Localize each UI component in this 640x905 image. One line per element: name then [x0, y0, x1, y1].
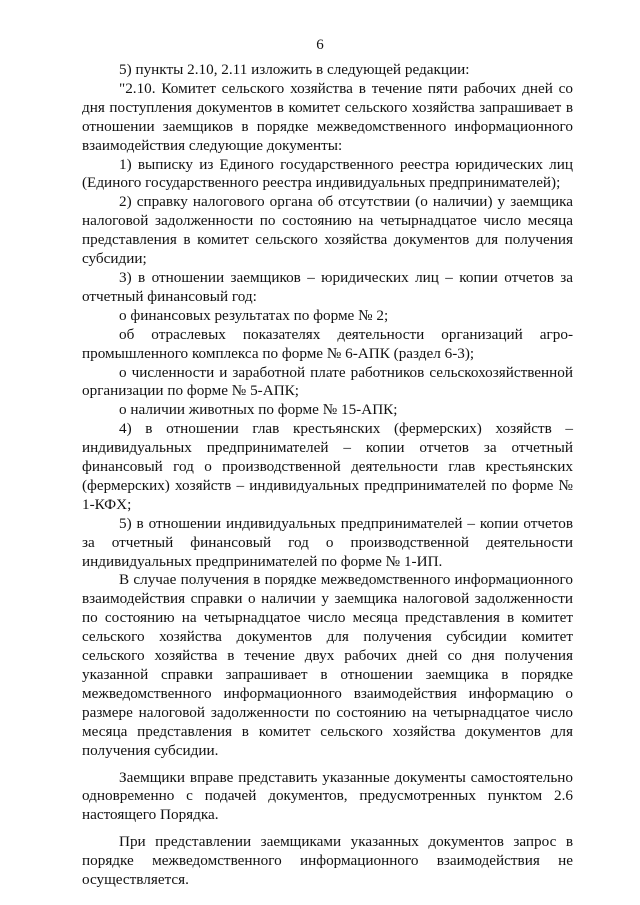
- paragraph-item-4: 4) в отношении глав крестьянских (фермерских) хозяйств – индивидуальных предпринимателей – копии отчетов за отчетный финансовый год о производственной деятельности глав крестьянских (фермерских) хозяйств – индивидуальных предпринимателей по форме № 1-КФХ;: [82, 420, 573, 513]
- paragraph-item-1: 1) выписку из Единого государственного реестра юридических лиц (Единого государственного реестра индивидуальных предпринимателей);: [82, 155, 573, 192]
- paragraph-form-2: о финансовых результатах по форме № 2;: [119, 306, 389, 324]
- paragraph-form-6-apk: об отраслевых показателях деятельности организаций агро-промышленного комплекса по форме № 6-АПК (раздел 6-3);: [82, 325, 573, 362]
- paragraph-item-3: 3) в отношении заемщиков – юридических лиц – копии отчетов за отчетный финансовый год:: [82, 268, 573, 305]
- paragraph-self-submission: Заемщики вправе представить указанные документы самостоятельно одновременно с подачей документов, предусмотренных пунктом 2.6 настоящего Порядка.: [82, 768, 573, 824]
- paragraph-no-request: При представлении заемщиками указанных документов запрос в порядке межведомственного информационного взаимодействия не осуществляется.: [82, 833, 573, 889]
- page-number: 6: [316, 37, 324, 53]
- paragraph-item-2: 2) справку налогового органа об отсутствии (о наличии) у заемщика налоговой задолженности по состоянию на четырнадцатое число месяца представления в комитет сельского хозяйства документов для получения субсидии;: [82, 193, 573, 268]
- document-body: [82, 61, 573, 890]
- paragraph-clause-2-10: "2.10. Комитет сельского хозяйства в течение пяти рабочих дней со дня поступления документов в комитет сельского хозяйства запрашивает в отношении заемщиков в порядке межведомственного информационного взаимодействия следующие документы:: [82, 79, 573, 154]
- paragraph-form-5-apk: о численности и заработной плате работников сельскохозяйственной организации по форме № 5-АПК;: [82, 363, 573, 400]
- paragraph-item-5: 5) в отношении индивидуальных предпринимателей – копии отчетов за отчетный финансовый год о производственной деятельности индивидуальных предпринимателей по форме № 1-ИП.: [82, 514, 573, 570]
- paragraph-tax-debt: В случае получения в порядке межведомственного информационного взаимодействия справки о наличии у заемщика налоговой задолженности по состоянию на четырнадцатое число месяца представления в комитет сельского хозяйства документов для получения субсидии комитет сельского хозяйства в течение двух рабочих дней со дня получения указанной справки запрашивает в отношении заемщика в порядке межведомственного информационного взаимодействия информацию о размере налоговой задолженности по состоянию на четырнадцатое число месяца представления в комитет сельского хозяйства документов для получения субсидии.: [82, 571, 573, 759]
- paragraph-form-15-apk: о наличии животных по форме № 15-АПК;: [119, 401, 398, 419]
- paragraph-amendment-intro: 5) пункты 2.10, 2.11 изложить в следующей редакции:: [119, 61, 470, 78]
